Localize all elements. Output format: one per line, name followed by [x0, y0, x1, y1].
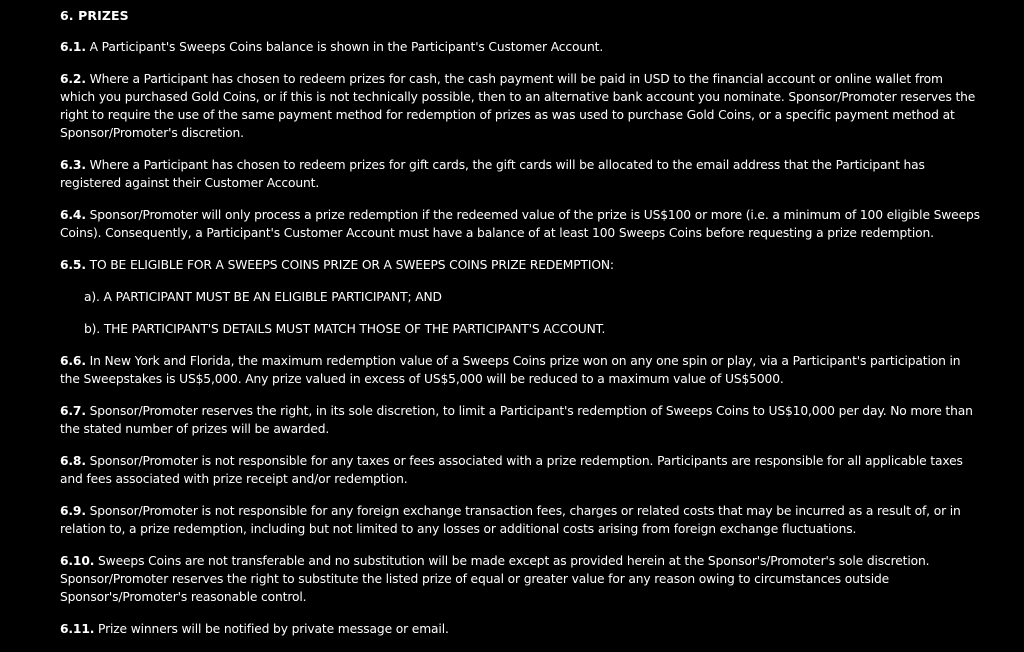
section-title: 6. PRIZES: [60, 8, 129, 23]
subclause-6-5-b: b). THE PARTICIPANT'S DETAILS MUST MATCH THOSE OF THE PARTICIPANT'S ACCOUNT.: [84, 322, 606, 336]
clause-text: Sponsor/Promoter reserves the right, in its sole discretion, to limit a Participant's redemption of Sweeps Coins to US$10,000 per day. No more than the stated number of prizes will be awarded.: [60, 404, 973, 436]
clause-6-5: [60, 256, 980, 274]
clause-text: Sponsor/Promoter will only process a prize redemption if the redeemed value of the prize is US$100 or more (i.e. a minimum of 100 eligible Sweeps Coins). Consequently, a Participant's Customer Account must have a balance of at least 100 Sweeps Coins before requesting a prize redemption.: [60, 208, 980, 240]
clause-text: A Participant's Sweeps Coins balance is shown in the Participant's Customer Account.: [89, 40, 604, 54]
clause-text: TO BE ELIGIBLE FOR A SWEEPS COINS PRIZE OR A SWEEPS COINS PRIZE REDEMPTION:: [89, 258, 614, 272]
clause-6-8: [60, 452, 980, 488]
clause-text: Prize winners will be notified by private message or email.: [98, 622, 449, 636]
clause-number: 6.10.: [60, 554, 95, 568]
clause-number: 6.6.: [60, 354, 86, 368]
clause-number: 6.7.: [60, 404, 86, 418]
clause-6-2: [60, 70, 980, 142]
clause-6-1: [60, 38, 980, 56]
clause-6-6: [60, 352, 980, 388]
clause-6-11: [60, 620, 980, 638]
clause-text: Sponsor/Promoter is not responsible for any taxes or fees associated with a prize redemption. Participants are responsible for all applicable taxes and fees associated with prize receipt and/or redemption.: [60, 454, 963, 486]
clause-number: 6.4.: [60, 208, 86, 222]
clause-number: 6.5.: [60, 258, 86, 272]
clause-number: 6.3.: [60, 158, 86, 172]
clause-6-7: [60, 402, 980, 438]
clause-number: 6.2.: [60, 72, 86, 86]
subclause-6-5-a: a). A PARTICIPANT MUST BE AN ELIGIBLE PARTICIPANT; AND: [84, 290, 442, 304]
clause-number: 6.1.: [60, 40, 86, 54]
clause-text: Sponsor/Promoter is not responsible for any foreign exchange transaction fees, charges or related costs that may be incurred as a result of, or in relation to, a prize redemption, including but not limited to any losses or additional costs arising from foreign exchange fluctuations.: [60, 504, 961, 536]
clause-6-10: [60, 552, 980, 606]
clause-text: Sweeps Coins are not transferable and no substitution will be made except as provided herein at the Sponsor's/Promoter's sole discretion. Sponsor/Promoter reserves the right to substitute the listed prize of equal or greater value for any reason owing to circumstances outside Sponsor's/Promoter's reasonable control.: [60, 554, 930, 604]
clause-text: Where a Participant has chosen to redeem prizes for cash, the cash payment will be paid in USD to the financial account or online wallet from which you purchased Gold Coins, or if this is not technically possible, then to an alternative bank account you nominate. Sponsor/Promoter reserves the right to require the use of the same payment method for redemption of prizes as was used to purchase Gold Coins, or a specific payment method at Sponsor/Promoter's discretion.: [60, 72, 976, 140]
clause-number: 6.9.: [60, 504, 86, 518]
clause-6-9: [60, 502, 980, 538]
clause-number: 6.8.: [60, 454, 86, 468]
clause-text: Where a Participant has chosen to redeem prizes for gift cards, the gift cards will be allocated to the email address that the Participant has registered against their Customer Account.: [60, 158, 925, 190]
clause-number: 6.11.: [60, 622, 95, 636]
prizes-section: [60, 0, 980, 652]
clause-6-4: [60, 206, 980, 242]
clause-6-3: [60, 156, 980, 192]
clause-text: In New York and Florida, the maximum redemption value of a Sweeps Coins prize won on any one spin or play, via a Participant's participation in the Sweepstakes is US$5,000. Any prize valued in excess of US$5,000 will be reduced to a maximum value of US$5000.: [60, 354, 961, 386]
